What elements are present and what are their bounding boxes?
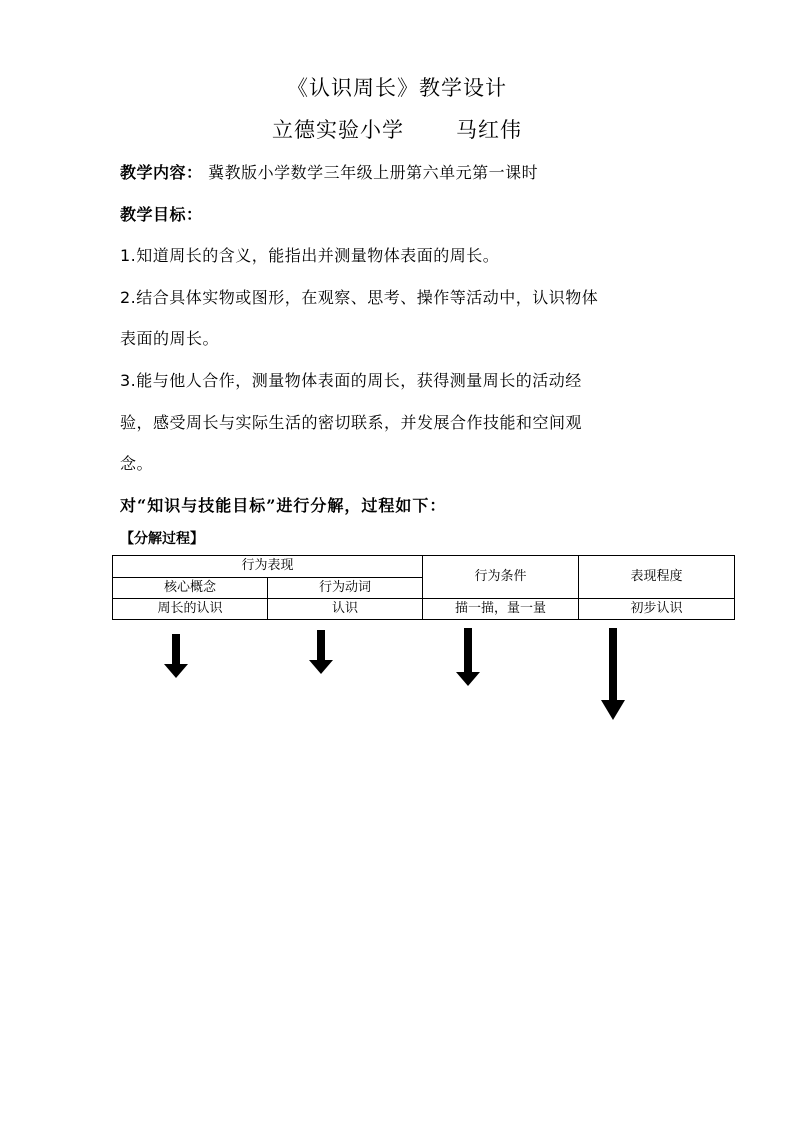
objective-line: 念。 [120, 454, 154, 473]
content-line [120, 160, 538, 183]
table-cell: 初步认识 [579, 599, 735, 620]
objective-line: 1.知道周长的含义，能指出并测量物体表面的周长。 [120, 246, 500, 265]
degree-header: 表现程度 [579, 556, 735, 599]
content-label: 教学内容： [120, 163, 203, 182]
document-title: 《认识周长》教学设计 [287, 76, 507, 100]
condition-header: 行为条件 [423, 556, 579, 599]
content-text: 冀教版小学数学三年级上册第六单元第一课时 [208, 163, 539, 182]
objective-line: 3.能与他人合作，测量物体表面的周长，获得测量周长的活动经 [120, 371, 582, 390]
decomposition-table [112, 555, 735, 620]
objective-line: 2.结合具体实物或图形，在观察、思考、操作等活动中，认识物体 [120, 288, 599, 307]
table-cell: 描一描，量一量 [423, 599, 579, 620]
objective-line: 验，感受周长与实际生活的密切联系，并发展合作技能和空间观 [120, 413, 583, 432]
author-name: 马红伟 [456, 118, 522, 142]
down-arrow-icon [164, 634, 188, 678]
decomposition-heading: 对“知识与技能目标”进行分解，过程如下： [120, 496, 447, 515]
down-arrow-icon [456, 628, 480, 686]
behavior-header: 行为表现 [113, 556, 423, 578]
verb-header: 行为动词 [268, 577, 423, 599]
core-concept-header: 核心概念 [113, 577, 268, 599]
table-cell: 周长的认识 [113, 599, 268, 620]
decomposition-label: 【分解过程】 [120, 531, 204, 547]
document-subtitle [0, 114, 794, 144]
school-name: 立德实验小学 [272, 118, 404, 142]
table-row [113, 599, 735, 620]
objective-line: 表面的周长。 [120, 329, 220, 348]
table-cell: 认识 [268, 599, 423, 620]
objectives-heading: 教学目标： [120, 205, 203, 224]
down-arrow-icon [601, 628, 625, 720]
down-arrow-icon [309, 630, 333, 674]
